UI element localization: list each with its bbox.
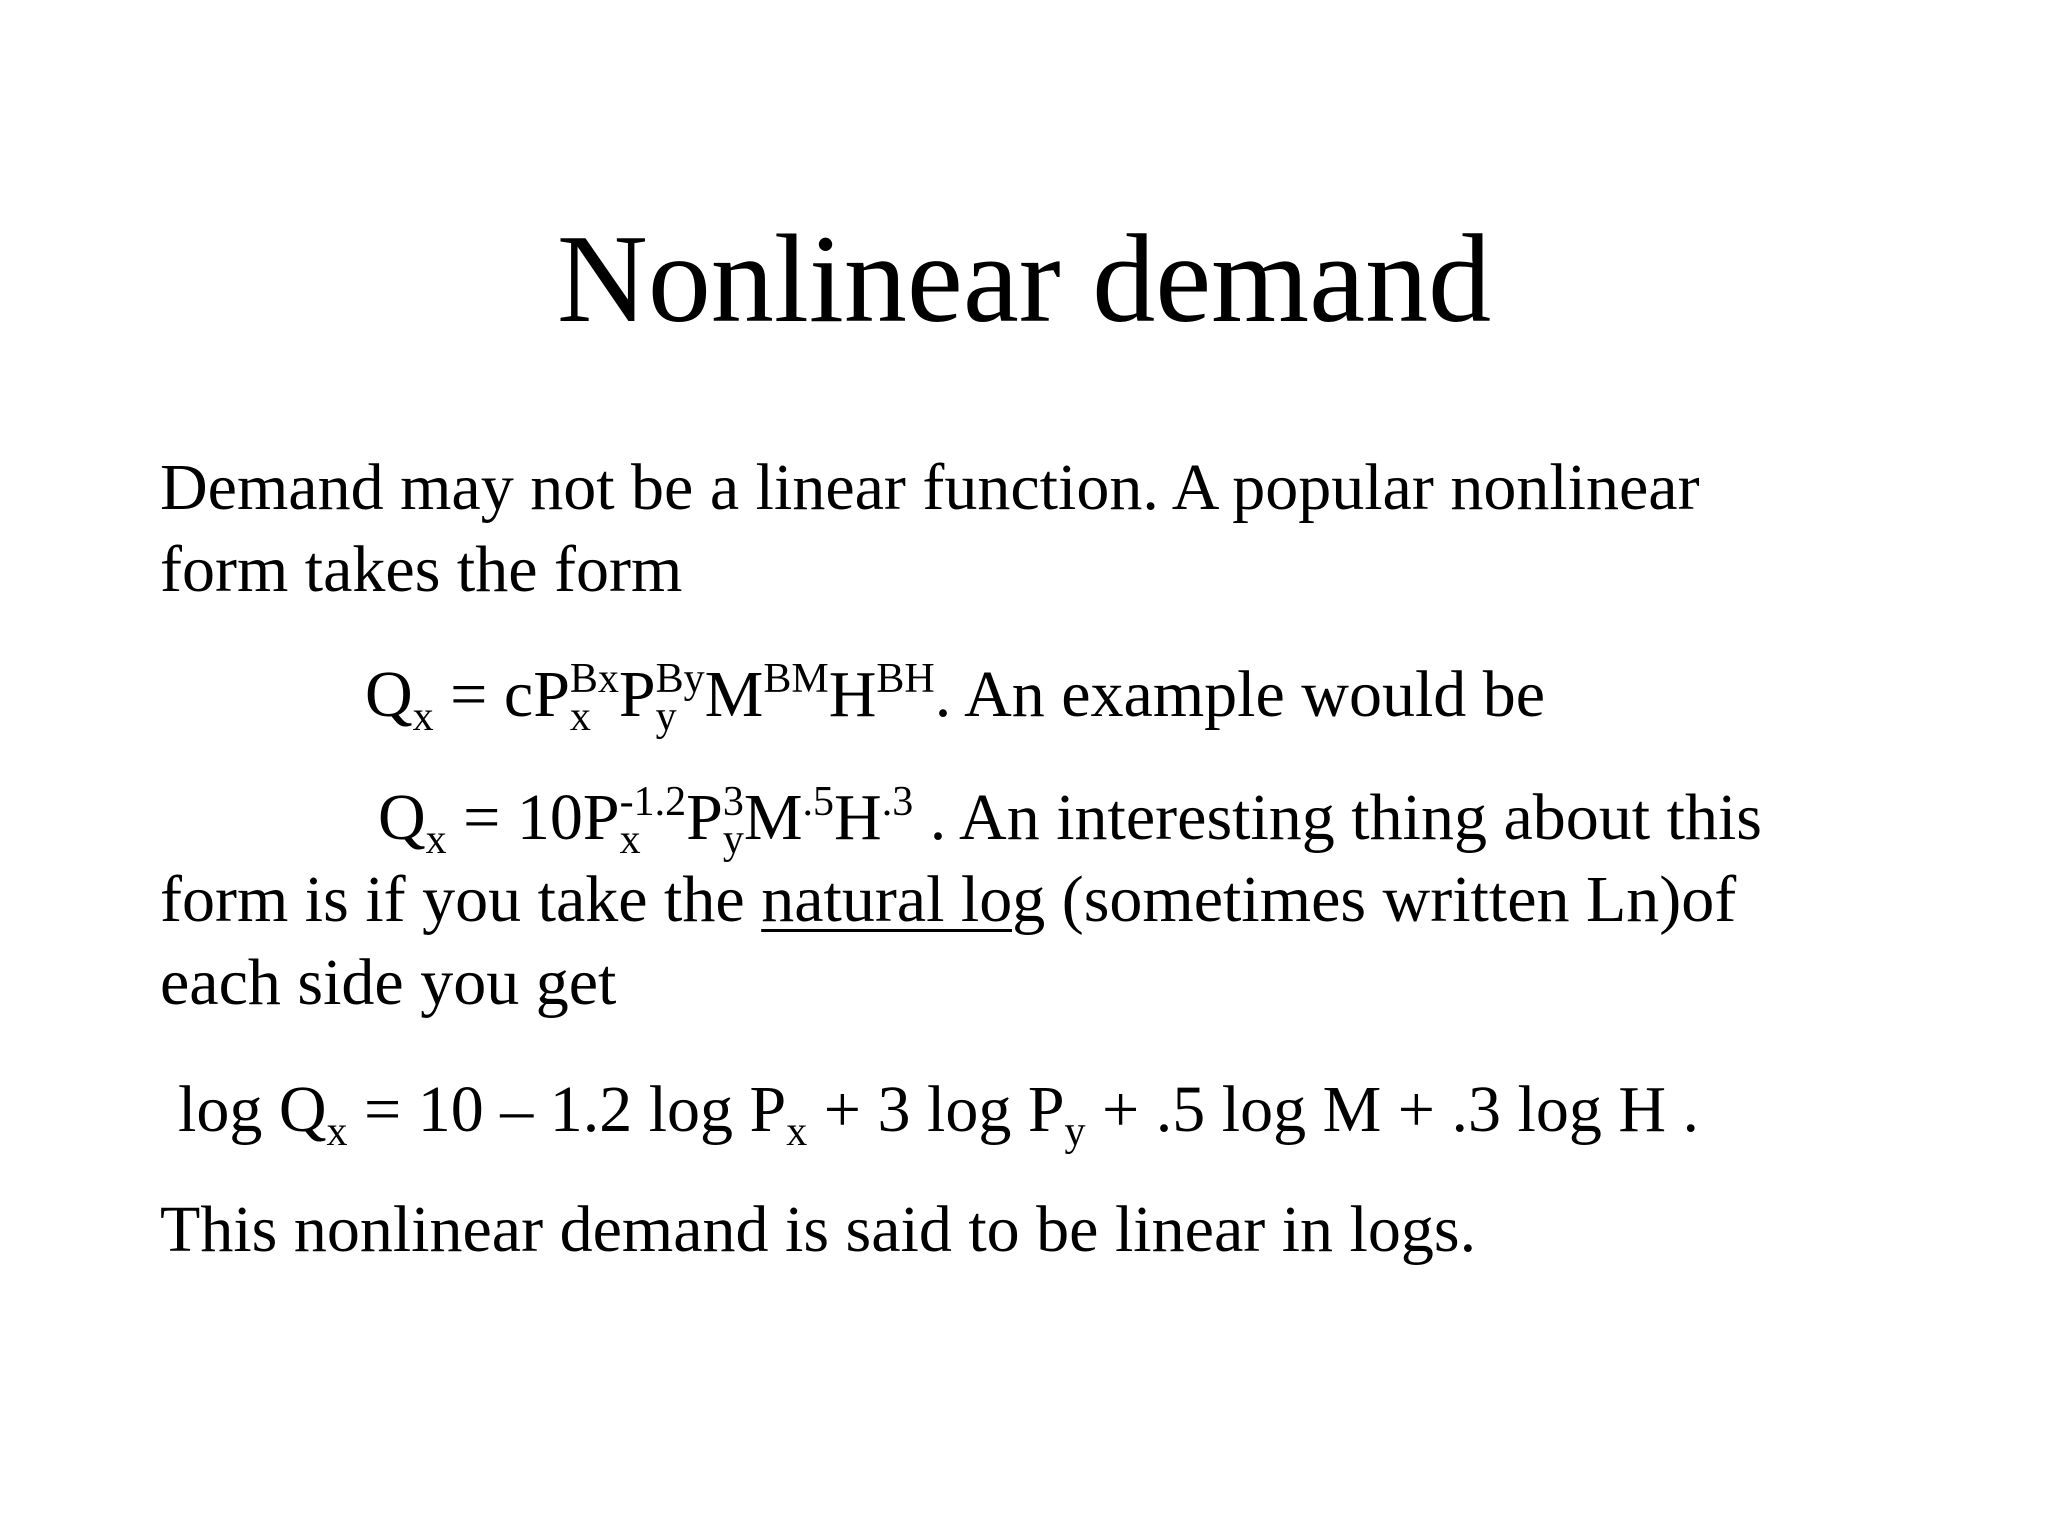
para-line2-end: (sometimes written Ln)of: [1045, 863, 1737, 936]
intro-line-1: Demand may not be a linear function. A popular nonlinear: [160, 451, 1700, 524]
ex-m: M: [743, 781, 803, 854]
ex-m-exponent: .5: [802, 779, 835, 825]
m-exponent: BM: [763, 656, 829, 702]
ex-py: P: [686, 781, 723, 854]
ex-py-exponent: 3: [722, 779, 744, 825]
example-form-tail: . An interesting thing about this: [913, 781, 1762, 854]
para-line2-start: form is if you take the: [160, 863, 762, 936]
log-d: + .5 log M + .3 log H .: [1085, 1073, 1699, 1146]
intro-line-2: form takes the form: [160, 533, 683, 606]
py-subscript: y: [655, 694, 677, 740]
px-indices: [569, 655, 619, 740]
ex-py-subscript: y: [722, 817, 744, 863]
log-c-subscript: y: [1064, 1109, 1086, 1155]
log-b-subscript: x: [786, 1109, 808, 1155]
example-form-equation: [378, 778, 1762, 863]
eq-q: Q: [365, 658, 413, 731]
ex-q-subscript: x: [425, 817, 447, 863]
px-subscript: x: [569, 694, 591, 740]
eq-q-subscript: x: [412, 694, 434, 740]
log-a-subscript: x: [326, 1109, 348, 1155]
paragraph-line-2: [160, 860, 1736, 940]
h-exponent: BH: [876, 656, 935, 702]
ex-px-exponent: -1.2: [619, 779, 687, 825]
ex-px-subscript: x: [619, 817, 641, 863]
py-indices: [655, 655, 705, 740]
paragraph-line-3: each side you get: [160, 946, 617, 1019]
slide-title: Nonlinear demand: [556, 210, 1492, 349]
px-exponent: Bx: [569, 656, 619, 702]
ex-10-px: = 10P: [446, 781, 620, 854]
log-form-equation: [178, 1070, 1699, 1155]
log-a: log Q: [178, 1073, 327, 1146]
ex-px-indices: [619, 778, 687, 863]
natural-log-underlined: natural log: [761, 863, 1046, 936]
ex-py-indices: [722, 778, 744, 863]
ex-h: H: [834, 781, 882, 854]
ex-h-exponent: .3: [881, 779, 914, 825]
eq-py: P: [618, 658, 656, 731]
log-c: + 3 log P: [807, 1073, 1065, 1146]
log-b: = 10 – 1.2 log P: [347, 1073, 787, 1146]
eq-m: M: [704, 658, 764, 731]
eq-c-px: = cP: [433, 658, 570, 731]
py-exponent: By: [655, 656, 705, 702]
eq-h: H: [828, 658, 877, 731]
ex-q: Q: [378, 781, 426, 854]
conclusion-line: This nonlinear demand is said to be linear in logs.: [160, 1193, 1477, 1266]
general-form-equation: [365, 655, 1546, 740]
general-form-tail: . An example would be: [934, 658, 1546, 731]
